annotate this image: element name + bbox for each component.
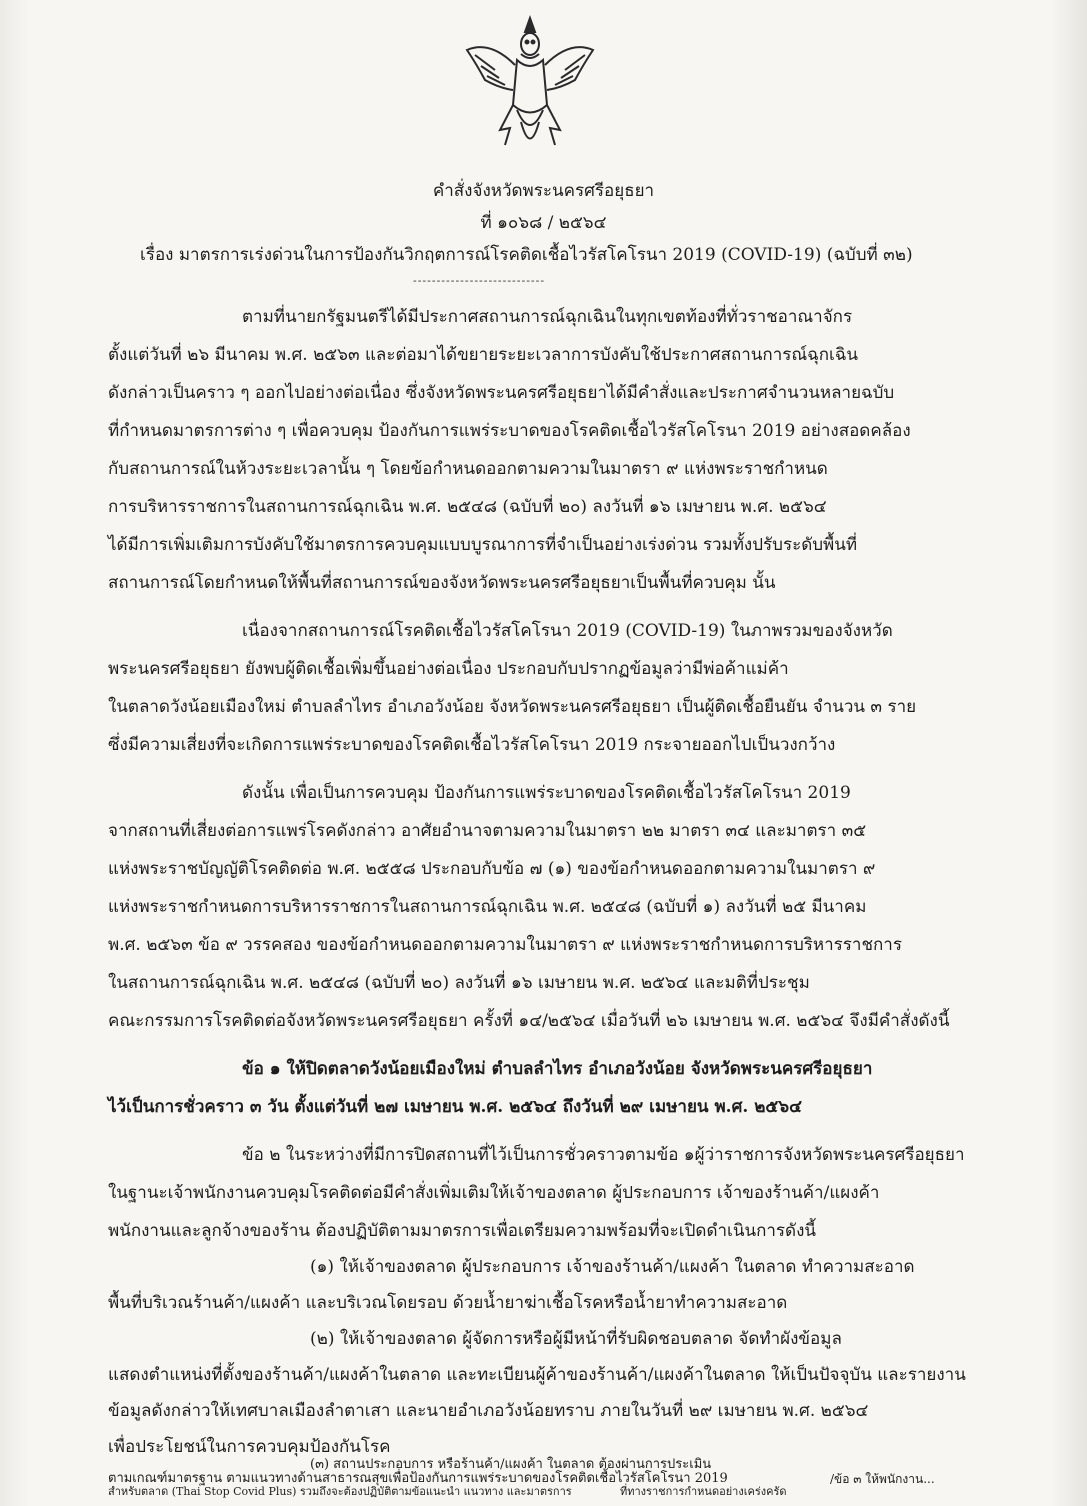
clause-1-line: ไว้เป็นการชั่วคราว ๓ วัน ตั้งแต่วันที่ ๒๗ เมษายน พ.ศ. ๒๕๖๔ ถึงวันที่ ๒๙ เมษายน พ.ศ. ๒๕๖๔: [108, 1097, 802, 1117]
paragraph-3-line: แห่งพระราชบัญญัติโรคติดต่อ พ.ศ. ๒๕๕๘ ประกอบกับข้อ ๗ (๑) ของข้อกำหนดออกตามความในมาตรา ๙: [108, 859, 876, 879]
clause-2-line: พนักงานและลูกจ้างของร้าน ต้องปฏิบัติตามมาตรการเพื่อเตรียมความพร้อมที่จะเปิดดำเนินการดังนี้: [108, 1221, 817, 1241]
item-2-line: (๒) ให้เจ้าของตลาด ผู้จัดการหรือผู้มีหน้าที่รับผิดชอบตลาด จัดทำผังข้อมูล: [310, 1329, 842, 1349]
paragraph-2-line: พระนครศรีอยุธยา ยังพบผู้ติดเชื้อเพิ่มขึ้นอย่างต่อเนื่อง ประกอบกับปรากฏข้อมูลว่ามีพ่อค้าแม่ค้า: [108, 659, 789, 679]
paragraph-1-line: ดังกล่าวเป็นคราว ๆ ออกไปอย่างต่อเนื่อง ซึ่งจังหวัดพระนครศรีอยุธยาได้มีคำสั่งและประกาศจำนวนหลายฉบับ: [108, 383, 895, 403]
paragraph-2-line: ซึ่งมีความเสี่ยงที่จะเกิดการแพร่ระบาดของโรคติดเชื้อไวรัสโคโรนา 2019 กระจายออกไปเป็นวงกว้าง: [108, 735, 836, 755]
clause-2-line: ในฐานะเจ้าพนักงานควบคุมโรคติดต่อมีคำสั่งเพิ่มเติมให้เจ้าของตลาด ผู้ประกอบการ เจ้าของร้านค้า/แผงค้า: [108, 1183, 880, 1203]
item-3-line: ตามเกณฑ์มาตรฐาน ตามแนวทางด้านสาธารณสุขเพื่อป้องกันการแพร่ระบาดของโรคติดเชื้อไวรัสโคโรนา 2019: [108, 1471, 728, 1486]
item-3-line: ที่ทางราชการกำหนดอย่างเคร่งครัด: [620, 1485, 787, 1498]
item-2-line: แสดงตำแหน่งที่ตั้งของร้านค้า/แผงค้าในตลาด และทะเบียนผู้ค้าของร้านค้า/แผงค้าในตลาด ให้เป็นปัจจุบัน และรายงาน: [108, 1365, 966, 1385]
item-1-line: พื้นที่บริเวณร้านค้า/แผงค้า และบริเวณโดยรอบ ด้วยน้ำยาฆ่าเชื้อโรคหรือน้ำยาทำความสะอาด: [108, 1293, 788, 1313]
separator-line: ----------------------------: [413, 274, 546, 287]
paragraph-1-line: กับสถานการณ์ในห้วงระยะเวลานั้น ๆ โดยข้อกำหนดออกตามความในมาตรา ๙ แห่งพระราชกำหนด: [108, 459, 828, 479]
item-2-line: ข้อมูลดังกล่าวให้เทศบาลเมืองลำตาเสา และนายอำเภอวังน้อยทราบ ภายในวันที่ ๒๙ เมษายน พ.ศ. ๒๕๖๔: [108, 1401, 869, 1421]
paragraph-1-line: การบริหารราชการในสถานการณ์ฉุกเฉิน พ.ศ. ๒๕๔๘ (ฉบับที่ ๒๐) ลงวันที่ ๑๖ เมษายน พ.ศ. ๒๕๖๔: [108, 497, 827, 517]
order-number: ที่ ๑๐๖๘ / ๒๕๖๔: [480, 213, 607, 233]
paragraph-1-line: ได้มีการเพิ่มเติมการบังคับใช้มาตรการควบคุมแบบบูรณาการที่จำเป็นอย่างเร่งด่วน รวมทั้งปรับระดับพื้นที่: [108, 535, 858, 555]
clause-2-line: ข้อ ๒ ในระหว่างที่มีการปิดสถานที่ไว้เป็นการชั่วคราวตามข้อ ๑ผู้ว่าราชการจังหวัดพระนครศรีอยุธยา: [242, 1145, 965, 1165]
paragraph-3-line: จากสถานที่เสี่ยงต่อการแพร่โรคดังกล่าว อาศัยอำนาจตามความในมาตรา ๒๒ มาตรา ๓๔ และมาตรา ๓๕: [108, 821, 867, 841]
paragraph-1-line: สถานการณ์โดยกำหนดให้พื้นที่สถานการณ์ของจังหวัดพระนครศรีอยุธยาเป็นพื้นที่ควบคุม นั้น: [108, 573, 776, 593]
paragraph-2-line: ในตลาดวังน้อยเมืองใหม่ ตำบลลำไทร อำเภอวังน้อย จังหวัดพระนครศรีอยุธยา เป็นผู้ติดเชื้อยืนยัน จำนวน ๓ ราย: [108, 697, 917, 717]
paragraph-1-line: ที่กำหนดมาตรการต่าง ๆ เพื่อควบคุม ป้องกันการแพร่ระบาดของโรคติดเชื้อไวรัสโคโรนา 2019 อย่างสอดคล้อง: [108, 421, 911, 441]
paragraph-1-line: ตามที่นายกรัฐมนตรีได้มีประกาศสถานการณ์ฉุกเฉินในทุกเขตท้องที่ทั่วราชอาณาจักร: [242, 307, 853, 327]
order-title: คำสั่งจังหวัดพระนครศรีอยุธยา: [432, 181, 655, 201]
garuda-emblem-icon: [455, 10, 605, 160]
item-3-line: (๓) สถานประกอบการ หรือร้านค้า/แผงค้า ในตลาด ต้องผ่านการประเมิน: [310, 1457, 712, 1472]
clause-1-line: ข้อ ๑ ให้ปิดตลาดวังน้อยเมืองใหม่ ตำบลลำไทร อำเภอวังน้อย จังหวัดพระนครศรีอยุธยา: [242, 1059, 873, 1079]
paragraph-2-line: เนื่องจากสถานการณ์โรคติดเชื้อไวรัสโคโรนา 2019 (COVID-19) ในภาพรวมของจังหวัด: [242, 621, 893, 641]
paragraph-3-line: ดังนั้น เพื่อเป็นการควบคุม ป้องกันการแพร่ระบาดของโรคติดเชื้อไวรัสโคโรนา 2019: [242, 783, 851, 803]
paragraph-3-line: คณะกรรมการโรคติดต่อจังหวัดพระนครศรีอยุธยา ครั้งที่ ๑๔/๒๕๖๔ เมื่อวันที่ ๒๖ เมษายน พ.ศ. ๒๕๖๔ จึงมีคำสั่งดังนี้: [108, 1011, 950, 1031]
item-3-line: สำหรับตลาด (Thai Stop Covid Plus) รวมถึงจะต้องปฏิบัติตามข้อแนะนำ แนวทาง และมาตรการ: [108, 1485, 572, 1498]
item-2-line: เพื่อประโยชน์ในการควบคุมป้องกันโรค: [108, 1437, 391, 1457]
paragraph-1-line: ตั้งแต่วันที่ ๒๖ มีนาคม พ.ศ. ๒๕๖๓ และต่อมาได้ขยายระยะเวลาการบังคับใช้ประกาศสถานการณ์ฉุกเฉิน: [108, 345, 859, 365]
paragraph-3-line: ในสถานการณ์ฉุกเฉิน พ.ศ. ๒๕๔๘ (ฉบับที่ ๒๐) ลงวันที่ ๑๖ เมษายน พ.ศ. ๒๕๖๔ และมติที่ประชุม: [108, 973, 810, 993]
order-subject: เรื่อง มาตรการเร่งด่วนในการป้องกันวิกฤตการณ์โรคติดเชื้อไวรัสโคโรนา 2019 (COVID-19) (ฉบับที่ ๓๒): [140, 245, 913, 265]
paragraph-3-line: พ.ศ. ๒๕๖๓ ข้อ ๙ วรรคสอง ของข้อกำหนดออกตามความในมาตรา ๙ แห่งพระราชกำหนดการบริหารราชการ: [108, 935, 902, 955]
item-1-line: (๑) ให้เจ้าของตลาด ผู้ประกอบการ เจ้าของร้านค้า/แผงค้า ในตลาด ทำความสะอาด: [310, 1257, 915, 1277]
paragraph-3-line: แห่งพระราชกำหนดการบริหารราชการในสถานการณ์ฉุกเฉิน พ.ศ. ๒๕๔๘ (ฉบับที่ ๑) ลงวันที่ ๒๕ มีนาคม: [108, 897, 867, 917]
continuation-text: /ข้อ ๓ ให้พนักงาน...: [830, 1472, 935, 1486]
